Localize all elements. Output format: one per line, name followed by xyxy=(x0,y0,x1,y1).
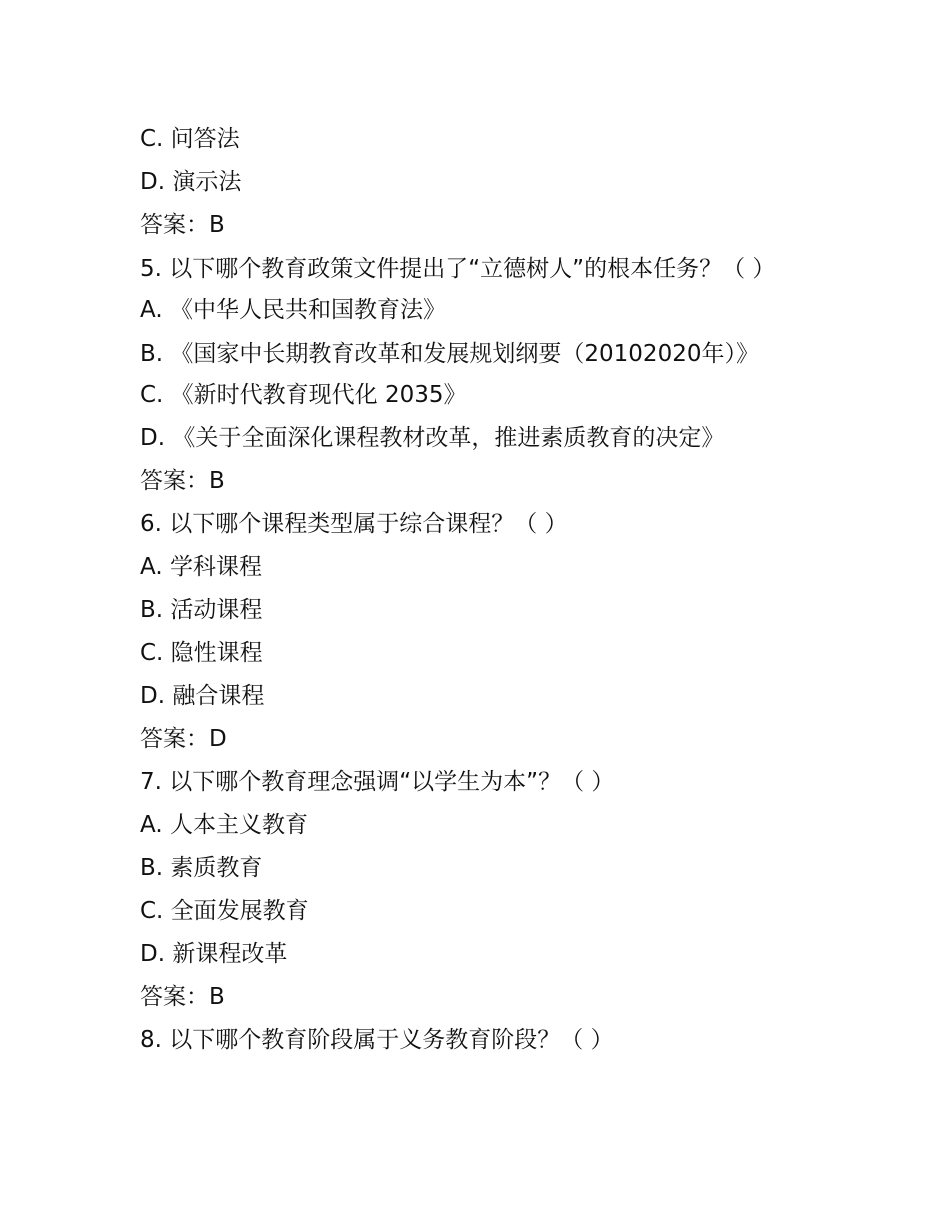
option-c-q6: C. 隐性课程 xyxy=(140,640,263,666)
question-6: 6. 以下哪个课程类型属于综合课程？（ ） xyxy=(140,511,568,537)
answer-q4: 答案：B xyxy=(140,212,225,238)
option-d-q5: D. 《关于全面深化课程教材改革，推进素质教育的决定》 xyxy=(140,425,725,451)
answer-q6: 答案：D xyxy=(140,726,227,752)
option-b-q6: B. 活动课程 xyxy=(140,597,263,623)
option-d-q4: D. 演示法 xyxy=(140,169,242,195)
option-c-q7: C. 全面发展教育 xyxy=(140,898,309,924)
option-a-q5: A. 《中华人民共和国教育法》 xyxy=(140,297,446,323)
document-page xyxy=(140,128,790,1072)
option-b-q5: B. 《国家中长期教育改革和发展规划纲要（20102020年）》 xyxy=(140,341,759,367)
option-b-q7: B. 素质教育 xyxy=(140,855,263,881)
option-c-q5: C. 《新时代教育现代化 2035》 xyxy=(140,382,467,408)
question-5: 5. 以下哪个教育政策文件提出了“立德树人”的根本任务？（ ） xyxy=(140,256,776,282)
option-a-q7: A. 人本主义教育 xyxy=(140,812,308,838)
option-d-q7: D. 新课程改革 xyxy=(140,941,288,967)
answer-q5: 答案：B xyxy=(140,468,225,494)
question-7: 7. 以下哪个教育理念强调“以学生为本”？（ ） xyxy=(140,769,615,795)
question-8: 8. 以下哪个教育阶段属于义务教育阶段？（ ） xyxy=(140,1027,614,1053)
option-c-q4: C. 问答法 xyxy=(140,126,240,152)
option-a-q6: A. 学科课程 xyxy=(140,554,262,580)
answer-q7: 答案：B xyxy=(140,984,225,1010)
option-d-q6: D. 融合课程 xyxy=(140,683,265,709)
